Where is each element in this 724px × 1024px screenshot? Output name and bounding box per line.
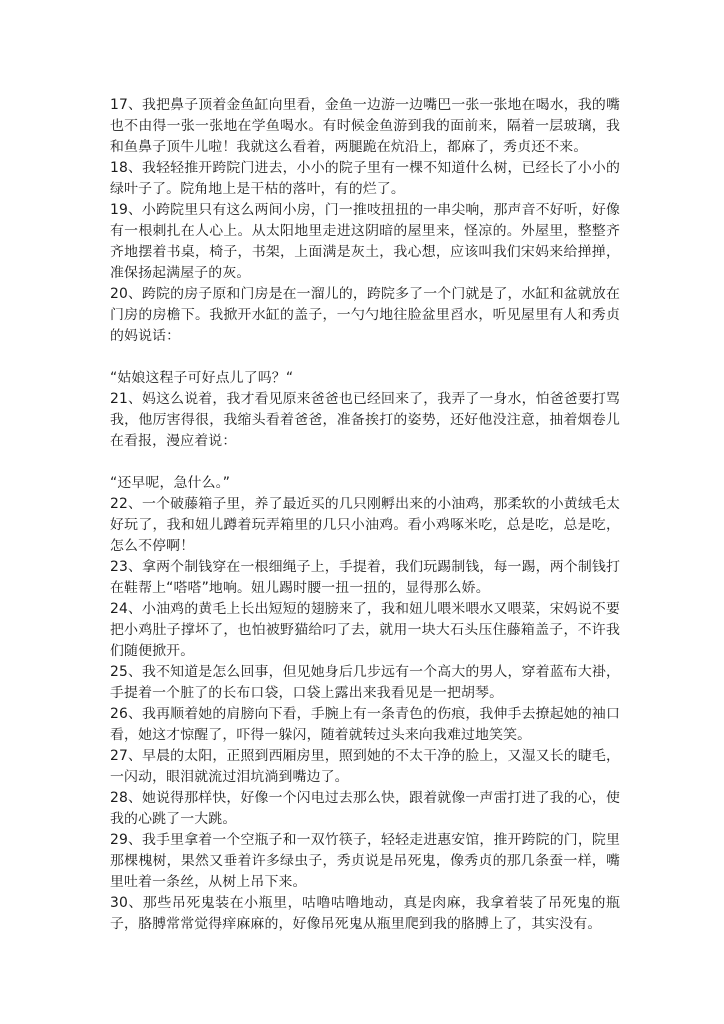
paragraph-18: 18、我轻轻推开跨院门进去，小小的院子里有一棵不知道什么树，已经长了小小的绿叶子了。院角地上是干枯的落叶，有的烂了。 (110, 160, 620, 197)
paragraph-29: 29、我手里拿着一个空瓶子和一双竹筷子，轻轻走进惠安馆，推开跨院的门，院里那棵槐树，果然又垂着许多绿虫子，秀贞说是吊死鬼，像秀贞的那几条蚕一样，嘴里吐着一条丝，从树上吊下来。 (110, 832, 620, 890)
paragraph-19: 19、小跨院里只有这么两间小房，门一推吱扭扭的一串尖响，那声音不好听，好像有一根刺扎在人心上。从太阳地里走进这阴暗的屋里来，怪凉的。外屋里，整整齐齐地摆着书桌，椅子，书架，上面满是灰土，我心想，应该叫我们宋妈来给掸掸，准保扬起满屋子的灰。 (110, 202, 620, 281)
dialogue-quote-2: “还早呢，急什么。” (110, 475, 231, 491)
blank-line (110, 452, 620, 473)
paragraph-28: 28、她说得那样快，好像一个闪电过去那么快，跟着就像一声雷打进了我的心，使我的心跳了一大跳。 (110, 790, 620, 827)
paragraph-22: 22、一个破藤箱子里，养了最近买的几只刚孵出来的小油鸡，那柔软的小黄绒毛太好玩了，我和妞儿蹲着玩弄箱里的几只小油鸡。看小鸡啄米吃，总是吃，总是吃，怎么不停啊！ (110, 496, 620, 554)
document-body (110, 95, 620, 935)
paragraph-26: 26、我再顺着她的肩膀向下看，手腕上有一条青色的伤痕，我伸手去撩起她的袖口看，她这才惊醒了，吓得一躲闪，随着就转过头来向我难过地笑笑。 (110, 706, 620, 743)
blank-line (110, 347, 620, 368)
paragraph-20: 20、跨院的房子原和门房是在一溜儿的，跨院多了一个门就是了，水缸和盆就放在门房的房檐下。我掀开水缸的盖子，一勺勺地往脸盆里舀水，听见屋里有人和秀贞的妈说话： (110, 286, 620, 344)
paragraph-23: 23、拿两个制钱穿在一根细绳子上，手提着，我们玩踢制钱，每一踢，两个制钱打在鞋帮上“嗒嗒”地响。妞儿踢时腰一扭一扭的，显得那么娇。 (110, 559, 620, 596)
paragraph-27: 27、早晨的太阳，正照到西厢房里，照到她的不太干净的脸上，又湿又长的睫毛，一闪动，眼泪就流过泪坑淌到嘴边了。 (110, 748, 620, 785)
paragraph-21: 21、妈这么说着，我才看见原来爸爸也已经回来了，我弄了一身水，怕爸爸要打骂我，他厉害得很，我缩头看着爸爸，准备挨打的姿势，还好他没注意，抽着烟卷儿在看报，漫应着说： (110, 391, 620, 449)
paragraph-30: 30、那些吊死鬼装在小瓶里，咕噜咕噜地动，真是肉麻，我拿着装了吊死鬼的瓶子，胳膊常常觉得痒麻麻的，好像吊死鬼从瓶里爬到我的胳膊上了，其实没有。 (110, 895, 620, 932)
paragraph-25: 25、我不知道是怎么回事，但见她身后几步远有一个高大的男人，穿着蓝布大褂，手提着一个脏了的长布口袋，口袋上露出来我看见是一把胡琴。 (110, 664, 620, 701)
paragraph-24: 24、小油鸡的黄毛上长出短短的翅膀来了，我和妞儿喂米喂水又喂菜，宋妈说不要把小鸡肚子撑坏了，也怕被野猫给叼了去，就用一块大石头压住藤箱盖子，不许我们随便掀开。 (110, 601, 620, 659)
dialogue-quote-1: “姑娘这程子可好点儿了吗？“ (110, 370, 294, 386)
paragraph-17: 17、我把鼻子顶着金鱼缸向里看，金鱼一边游一边嘴巴一张一张地在喝水，我的嘴也不由得一张一张地在学鱼喝水。有时候金鱼游到我的面前来，隔着一层玻璃，我和鱼鼻子顶牛儿啦！我就这么看着，两腿跪在炕沿上，都麻了，秀贞还不来。 (110, 97, 620, 155)
